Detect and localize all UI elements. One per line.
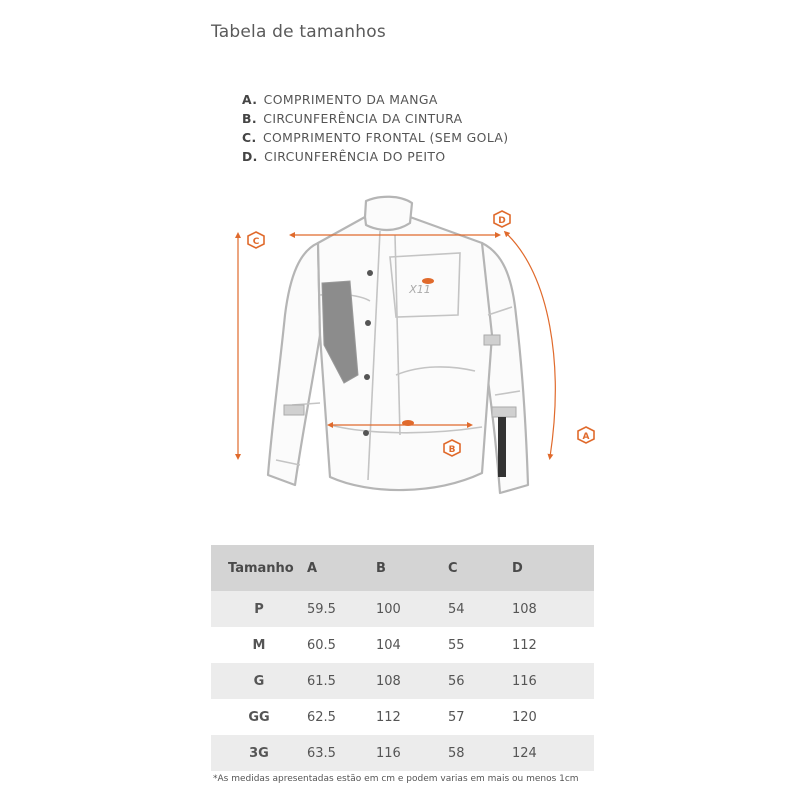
legend-label: CIRCUNFERÊNCIA DA CINTURA: [263, 111, 463, 126]
jacket-diagram: [220, 195, 600, 505]
cell-c: 56: [448, 663, 512, 699]
sleeve-strap: [284, 405, 304, 415]
cell-size: M: [211, 627, 307, 663]
svg-text:C: C: [252, 237, 260, 247]
cell-c: 55: [448, 627, 512, 663]
legend-item-c: [242, 128, 509, 147]
svg-text:B: B: [448, 445, 456, 455]
size-table: [211, 545, 594, 771]
legend-label: COMPRIMENTO DA MANGA: [263, 92, 438, 107]
cell-b: 104: [376, 627, 448, 663]
header-b: B: [376, 545, 448, 591]
marker-b: [444, 440, 460, 456]
table-row: [211, 735, 594, 771]
legend-item-a: [242, 90, 509, 109]
cell-b: 108: [376, 663, 448, 699]
cell-size: 3G: [211, 735, 307, 771]
measurement-legend: [242, 90, 509, 166]
header-c: C: [448, 545, 512, 591]
cell-c: 58: [448, 735, 512, 771]
brand-logo: X11: [409, 283, 431, 296]
legend-key: D.: [242, 149, 258, 164]
cell-size: G: [211, 663, 307, 699]
marker-a: [578, 427, 594, 443]
cell-c: 54: [448, 591, 512, 627]
cell-a: 63.5: [307, 735, 376, 771]
cell-size: P: [211, 591, 307, 627]
cell-a: 59.5: [307, 591, 376, 627]
cell-d: 108: [512, 591, 594, 627]
footnote: *As medidas apresentadas estão em cm e podem varias em mais ou menos 1cm: [213, 774, 579, 784]
svg-text:A: A: [582, 432, 590, 442]
svg-text:D: D: [498, 216, 506, 226]
table-row: [211, 663, 594, 699]
cell-b: 112: [376, 699, 448, 735]
table-row: [211, 627, 594, 663]
table-row: [211, 699, 594, 735]
cell-a: 61.5: [307, 663, 376, 699]
sleeve-strap: [484, 335, 500, 345]
header-size: Tamanho: [211, 545, 307, 591]
cell-size: GG: [211, 699, 307, 735]
cell-a: 60.5: [307, 627, 376, 663]
header-d: D: [512, 545, 594, 591]
legend-item-d: [242, 147, 509, 166]
table-header-row: [211, 545, 594, 591]
page-title: Tabela de tamanhos: [211, 22, 386, 42]
table-row: [211, 591, 594, 627]
legend-item-b: [242, 109, 509, 128]
marker-d: [494, 211, 510, 227]
cell-a: 62.5: [307, 699, 376, 735]
marker-c: [248, 232, 264, 248]
cell-c: 57: [448, 699, 512, 735]
legend-label: COMPRIMENTO FRONTAL (SEM GOLA): [262, 130, 509, 145]
sleeve-strap: [492, 407, 516, 417]
legend-key: A.: [242, 92, 258, 107]
sleeve-zipper: [498, 417, 506, 477]
header-a: A: [307, 545, 376, 591]
legend-key: B.: [242, 111, 257, 126]
cell-d: 120: [512, 699, 594, 735]
cell-b: 116: [376, 735, 448, 771]
cell-d: 112: [512, 627, 594, 663]
cell-d: 116: [512, 663, 594, 699]
legend-label: CIRCUNFERÊNCIA DO PEITO: [264, 149, 446, 164]
legend-key: C.: [242, 130, 257, 145]
cell-b: 100: [376, 591, 448, 627]
cell-d: 124: [512, 735, 594, 771]
